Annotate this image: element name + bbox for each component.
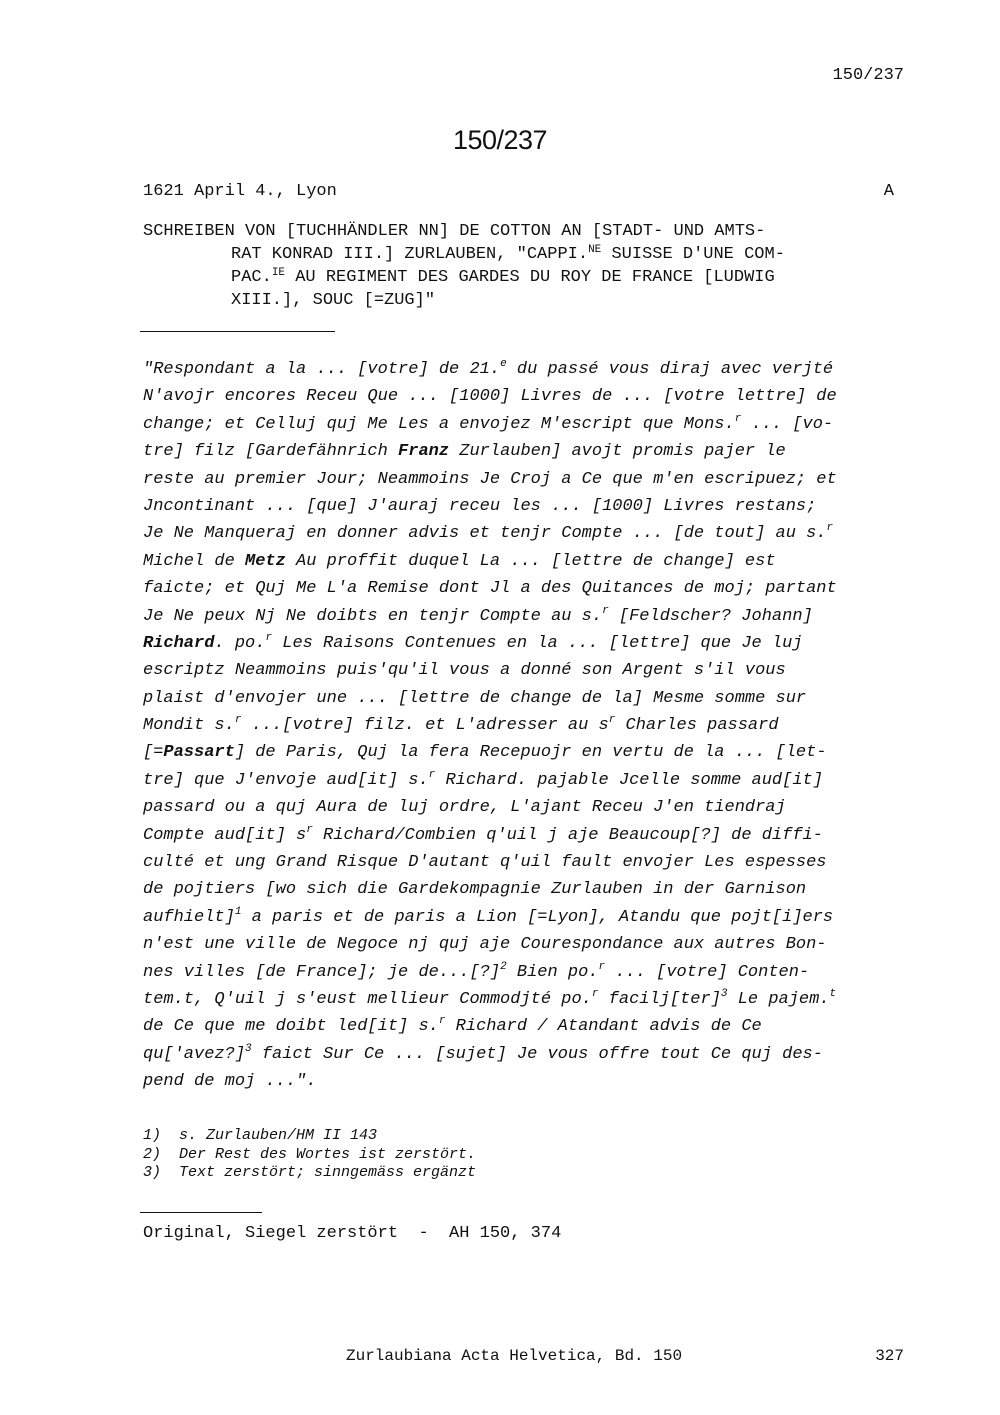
heading-line: RAT KONRAD III.] ZURLAUBEN, "CAPPI.$^{NE}$ SUISSE D'UNE COM- <box>231 244 785 264</box>
footer-page-number: 327 <box>875 1347 904 1365</box>
text-line: nes villes [de France]; je de...[?]$^2$ Bien po.$^r$ ... [votre] Conten- <box>143 960 810 982</box>
date-place-line: 1621 April 4., Lyon <box>143 182 337 201</box>
text-line: n'est une ville de Negoce nj quj aje Courespondance aux autres Bon- <box>143 935 827 955</box>
text-line: change; et Celluj quj Me Les a envojez M'escript que Mons.$^r$ ... [vo- <box>143 412 834 434</box>
text-line: escriptz Neammoins puis'qu'il vous a donné son Argent s'il vous <box>143 661 786 681</box>
heading-line: SCHREIBEN VON [TUCHHÄNDLER NN] DE COTTON AN [STADT- UND AMTS- <box>143 222 766 241</box>
document-title: 150/237 <box>452 125 548 155</box>
text-line: Mondit s.$^r$ ...[votre] filz. et L'adresser au $s^r$ Charles passard <box>143 714 779 736</box>
text-line: tem.t, Q'uil j s'eust mellieur Commodjté po.$^r$ facilj[ter]$^3$ Le pajem.$^t$ <box>143 987 837 1009</box>
footer-series-title: Zurlaubiana Acta Helvetica, Bd. 150 <box>346 1347 683 1365</box>
version-letter: A <box>883 182 894 201</box>
letter-transcription <box>143 356 923 1096</box>
text-line: pend de moj ...". <box>143 1072 317 1092</box>
source-divider <box>140 1212 262 1213</box>
footnote-2: 2) Der Rest des Wortes ist zerstört. <box>143 1145 477 1163</box>
source-citation: Original, Siegel zerstört - AH 150, 374 <box>143 1224 562 1243</box>
footnote-1: 1) s. Zurlauben/HM II 143 <box>143 1127 378 1144</box>
text-line: passard ou a quj Aura de luj ordre, L'ajant Receu J'en tiendraj <box>143 798 786 818</box>
person-name-franz: Franz <box>398 442 450 462</box>
text-line: Richard. po.$^r$ Les Raisons Contenues en la ... [lettre] que Je luj <box>143 631 803 653</box>
text-line: [=Passart] de Paris, Quj la fera Recepuojr en vertu de la ... [let- <box>143 743 827 763</box>
heading-line: XIII.], SOUC [=ZUG]" <box>231 291 436 310</box>
text-line: N'avojr encores Receu Que ... [1000] Livres de ... [votre lettre] de <box>143 387 837 407</box>
text-line: de Ce que me doibt led[it] s.$^r$ Richard / Atandant advis de Ce <box>143 1015 762 1037</box>
person-name-metz: Metz <box>245 551 286 571</box>
person-name-passart: Passart <box>163 743 235 763</box>
document-heading <box>143 220 903 312</box>
text-line: culté et ung Grand Risque D'autant q'uil fault envojer Les espesses <box>143 853 827 873</box>
text-line: tre] filz [Gardefähnrich Franz Zurlauben] avojt promis pajer le <box>143 442 786 462</box>
footnotes <box>143 1127 476 1183</box>
text-line: Jncontinant ... [que] J'auraj receu les ... [1000] Livres restans; <box>143 496 817 516</box>
text-line: faicte; et Quj Me L'a Remise dont Jl a des Quitances de moj; partant <box>143 579 837 599</box>
text-line: plaist d'envojer une ... [lettre de change de la] Mesme somme sur <box>143 688 807 708</box>
text-line: de pojtiers [wo sich die Gardekompagnie Zurlauben in der Garnison <box>143 880 807 900</box>
text-line: Je Ne peux Nj Ne doibts en tenjr Compte au s.$^r$ [Feldscher? Johann] <box>143 604 813 626</box>
text-line: Michel de Metz Au proffit duquel La ... [lettre de change] est <box>143 551 776 571</box>
text-line: Compte aud[it] $s^r$ Richard/Combien q'uil j aje Beaucoup[?] de diffi- <box>143 823 823 845</box>
text-line: aufhielt]$^1$ a paris et de paris a Lion [=Lyon], Atandu que pojt[i]ers <box>143 905 834 927</box>
heading-divider <box>140 331 335 332</box>
text-line: "Respondant a la ... [votre] de 21.$^e$ du passé vous diraj avec verjté <box>143 358 834 379</box>
heading-line: PAC.$^{IE}$ AU REGIMENT DES GARDES DU ROY DE FRANCE [LUDWIG <box>231 267 775 287</box>
text-line: reste au premier Jour; Neammoins Je Croj a Ce que m'en escripuez; et <box>143 469 837 489</box>
text-line: tre] que J'envoje aud[it] s.$^r$ Richard. pajable Jcelle somme aud[it] <box>143 768 823 790</box>
person-name-richard: Richard <box>143 633 215 653</box>
footnote-3: 3) Text zerstört; sinngemäss ergänzt <box>143 1164 477 1181</box>
text-line: Je Ne Manqueraj en donner advis et tenjr Compte ... [de tout] au s.$^r$ <box>143 522 834 544</box>
text-line: qu['avez?]$^3$ faict Sur Ce ... [sujet] Je vous offre tout Ce quj des- <box>143 1042 823 1064</box>
header-page-reference: 150/237 <box>832 66 904 85</box>
